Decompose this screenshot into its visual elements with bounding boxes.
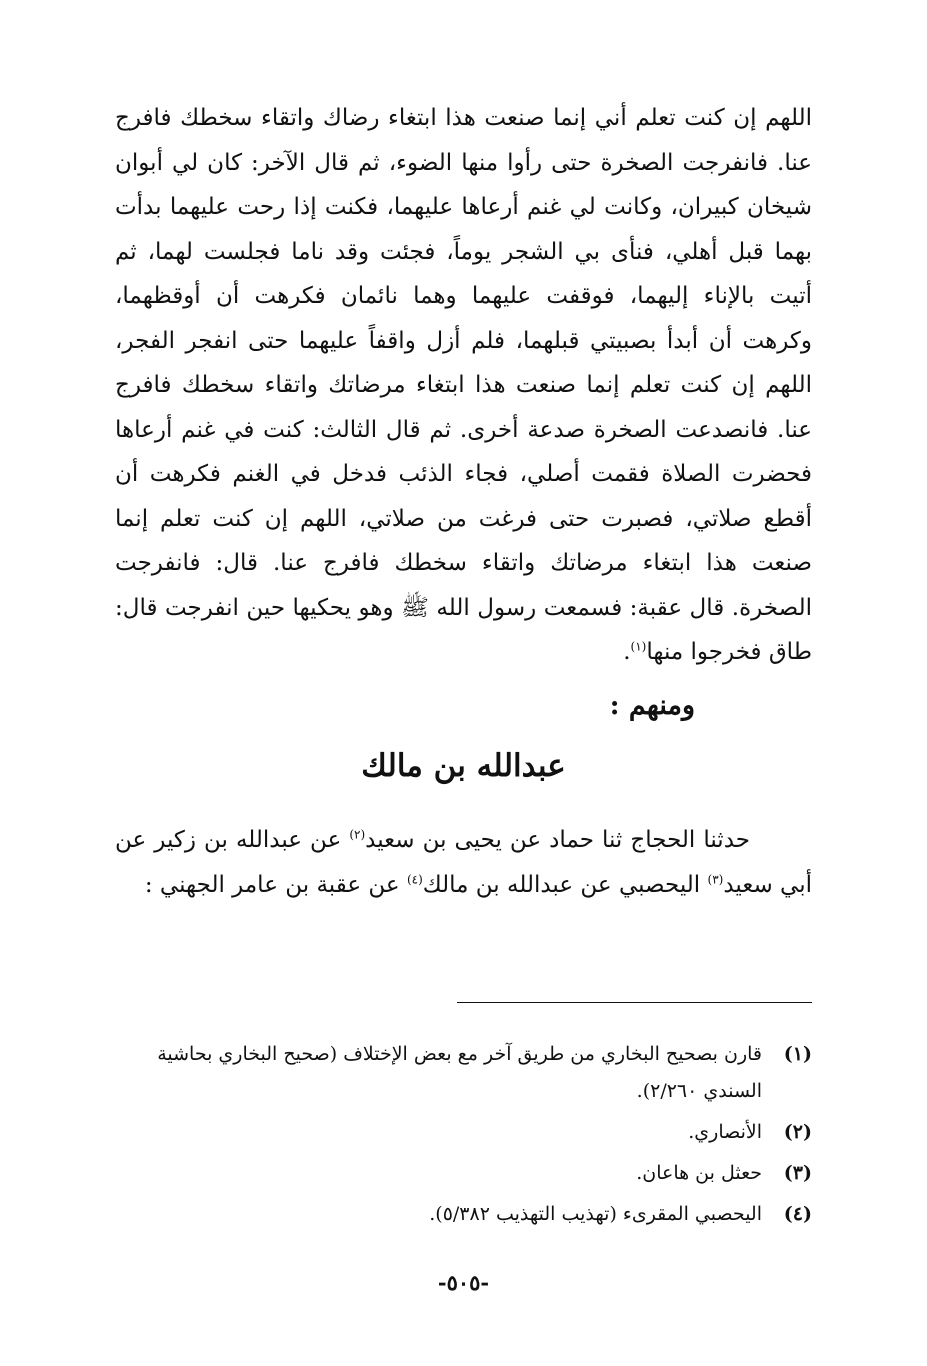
hadith-paragraph-text: اللهم إن كنت تعلم أني إنما صنعت هذا ابتغاء رضاك واتقاء سخطك فافرج عنا. فانفرجت الصخرة حتى رأوا منها الضوء، ثم قال الآخر: كان لي أبوان شيخان كبيران، وكانت لي غنم أرعاها عليهما، فكنت إذا رحت عليهما بدأت بهما قبل أهلي، فنأى بي الشجر يوماً، فجئت وقد ناما فجلست لهما، ثم أتيت بالإناء إليهما، فوقفت عليهما وهما نائمان فكرهت أن أوقظهما، وكرهت أن أبدأ بصبيتي قبلهما، فلم أزل واقفاً عليهما حتى انفجر الفجر، اللهم إن كنت تعلم إنما صنعت هذا ابتغاء مرضاتك واتقاء سخطك فافرج عنا. فانصدعت الصخرة صدعة أخرى. ثم قال الثالث: كنت في غنم أرعاها فحضرت الصلاة فقمت أصلي، فجاء الذئب فدخل في الغنم فكرهت أن أقطع صلاتي، فصبرت حتى فرغت من صلاتي، اللهم إن كنت تعلم إنما صنعت هذا ابتغاء مرضاتك واتقاء سخطك فافرج عنا. قال: فانفرجت الصخرة. قال عقبة: فسمعت رسول الله ﷺ وهو يحكيها حين انفرجت قال: طاق فخرجوا منها xyxy=(115,105,812,665)
hadith-paragraph xyxy=(115,96,812,675)
section-title: عبدالله بن مالك xyxy=(361,748,566,784)
isnad-part: اليحصبي عن عبدالله بن مالك xyxy=(422,871,708,898)
isnad-part: عن عبدالله بن زكير عن أبي سعيد xyxy=(115,827,812,898)
main-text xyxy=(115,96,812,675)
footnote-text: اليحصبي المقرىء (تهذيب التهذيب ٥/٣٨٢). xyxy=(429,1203,762,1225)
footnote-number: (٢) xyxy=(783,1121,812,1143)
footnote-reference: (١) xyxy=(630,639,647,654)
paragraph-end-mark: . xyxy=(623,639,631,665)
footnote-number: (٣) xyxy=(783,1162,812,1184)
footnote-text: حعثل بن هاعان. xyxy=(636,1162,762,1184)
footnote xyxy=(115,1196,812,1233)
footnote xyxy=(115,1114,812,1151)
isnad-part: حدثنا الحجاج ثنا حماد عن يحيى بن سعيد xyxy=(365,827,750,853)
footnote-divider xyxy=(457,1002,812,1003)
footnote-text: الأنصاري. xyxy=(688,1121,762,1143)
footnote-text: قارن بصحيح البخاري من طريق آخر مع بعض الإختلاف (صحيح البخاري بحاشية السندي ٢/٢٦٠). xyxy=(157,1043,762,1102)
footnote xyxy=(115,1036,812,1110)
footnote-reference: (٤) xyxy=(406,871,423,886)
section-label: ومنهم : xyxy=(609,690,695,721)
isnad-text xyxy=(115,818,812,907)
footnotes xyxy=(115,1036,812,1237)
footnote-number: (١) xyxy=(783,1043,812,1065)
footnote-number: (٤) xyxy=(783,1203,812,1225)
footnote-reference: (٢) xyxy=(349,827,366,842)
isnad-paragraph xyxy=(115,818,812,907)
footnote xyxy=(115,1155,812,1192)
isnad-part: عن عقبة بن عامر الجهني : xyxy=(144,871,407,898)
page-number: -٥٠٥- xyxy=(437,1270,490,1295)
footnote-reference: (٣) xyxy=(707,871,724,886)
